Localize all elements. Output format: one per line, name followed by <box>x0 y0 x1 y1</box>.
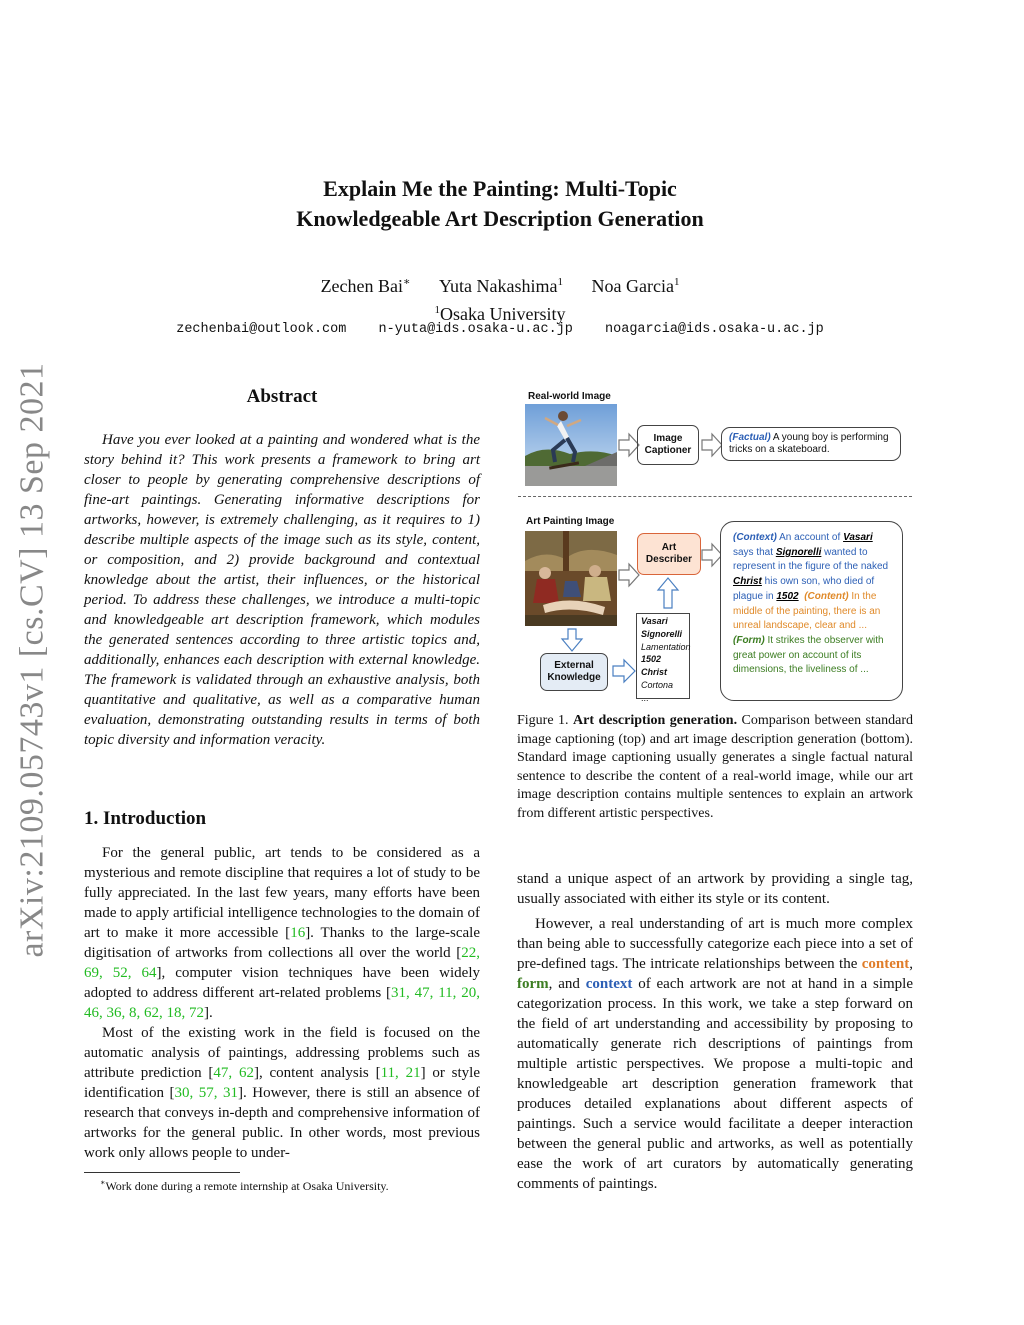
paper-title <box>0 174 1000 234</box>
arxiv-stamp <box>13 362 53 958</box>
keyword: Christ <box>641 667 668 678</box>
external-knowledge-box: External Knowledge <box>540 653 608 691</box>
email: zechenbai@outlook.com <box>176 322 347 337</box>
label-art-painting: Art Painting Image <box>526 516 615 527</box>
footnote-rule <box>84 1172 240 1173</box>
arrow-down-icon <box>560 627 584 653</box>
citation[interactable]: 30, 57, 31 <box>174 1085 238 1101</box>
author: Zechen Bai∗ <box>320 276 411 296</box>
email: noagarcia@ids.osaka-u.ac.jp <box>605 322 824 337</box>
author: Yuta Nakashima$^1$ <box>439 276 563 296</box>
arxiv-id: arXiv:2109.05743v1 [cs.CV] 13 Sep 2021 <box>14 362 51 958</box>
figure-caption: Figure 1. Art description generation. Comparison between standard image captioning (top) and art image description generation (bottom). Standard image captioning usually generates a single factual natural sentence to describe the content of a real-world image, while our art image description contains multiple sentences to explain an artwork from different artistic perspectives. <box>517 713 913 821</box>
real-world-photo <box>525 404 617 486</box>
arrow-up-icon <box>656 576 680 610</box>
citation[interactable]: 11, 21 <box>380 1065 421 1081</box>
image-captioner-box: Image Captioner <box>637 425 699 465</box>
title-line-1: Explain Me the Painting: Multi-Topic <box>323 176 677 201</box>
affiliation: $^1$Osaka University <box>434 304 566 324</box>
intro-paragraph-4: However, a real understanding of art is much more complex than being able to successfully categorize each piece into a set of pre-defined tags. The intricate relationships between the content, form, and context of each artwork are not at hand in a simple categorization process. In this work, we take a step forward on the field of art understanding and accessibility by proposing to automatically generate rich descriptions of paintings from multiple artistic perspectives. We propose a multi-topic and knowledgeable art description generation framework that produces detailed explanations about different aspects of paintings. Such a service would facilitate a deeper interaction between the general public and artworks, as well as potentially ease the work of art curators by automatically generating comments of paintings. <box>517 916 913 1192</box>
arrow-right-icon <box>611 656 637 686</box>
factual-caption: (Factual) A young boy is performing tricks on a skateboard. <box>721 427 901 461</box>
intro-paragraph-1: For the general public, art tends to be considered as a mysterious and remote discipline that requires a lot of study to be fully appreciated. In the last few years, many efforts have been made to apply artificial intelligence technologies to the domain of art to make it more accessible [16]. Thanks to the large-scale digitisation of artworks from collections all over the world [22, 69, 52, 64], computer vision techniques have been widely adopted to address different art-related problems [31, 47, 11, 20, 46, 36, 8, 62, 18, 72]. <box>84 845 481 1021</box>
intro-paragraph-2: Most of the existing work in the field is focused on the automatic analysis of paintings, addressing problems such as attribute prediction [47, 62], content analysis [11, 21] or style identification [30, 57, 31]. However, there is still an absence of research that conveys in-depth and comprehensive information of artworks for the general public. In other words, most previous work only allows people to under- <box>84 1025 481 1161</box>
email: n-yuta@ids.osaka-u.ac.jp <box>378 322 573 337</box>
label-real-world: Real-world Image <box>528 391 611 402</box>
art-painting <box>525 531 617 626</box>
keyword: Signorelli <box>641 628 683 639</box>
keyword-list <box>636 613 691 703</box>
author-block <box>0 270 1000 326</box>
title-line-2: Knowledgeable Art Description Generation <box>296 206 704 231</box>
author-emails <box>0 322 1000 337</box>
keyword-form: form <box>517 976 549 992</box>
keyword: Cortona <box>641 679 674 690</box>
abstract-text: Have you ever looked at a painting and wondered what is the story behind it? This work presents a framework to bring art closer to people by generating comprehensive descriptions of fine-art paintings. Generating informative descriptions for artworks, however, is extremely challenging, as it requires to 1) describe multiple aspects of the image such as its style, content, or composition, and 2) provide background and contextual knowledge about the artist, their influences, or the historical period. To address these challenges, we introduce a multi-topic and knowledgeable art description framework, which modules the generated sentences according to three artistic topics and, additionally, enhances each description with external knowledge. The framework is validated through an exhaustive analysis, both quantitative and qualitative, as well as a comparative human evaluation, demonstrating outstanding results in terms of both topic diversity and information veracity. <box>84 432 480 748</box>
figure-divider <box>518 496 912 497</box>
art-describer-box: Art Describer <box>637 533 701 575</box>
citation[interactable]: 16 <box>290 925 306 941</box>
intro-heading: 1. Introduction <box>84 808 207 829</box>
keyword: ... <box>641 692 649 703</box>
abstract-heading: Abstract <box>246 386 318 407</box>
keyword: 1502 <box>641 654 662 665</box>
citation[interactable]: 31, 47, 11, 20, 46, 36, 8, 62, 18, 72 <box>84 985 480 1021</box>
keyword: Lamentation <box>641 641 691 652</box>
keyword: Vasari <box>641 616 668 626</box>
keyword-context: context <box>585 976 633 992</box>
citation[interactable]: 22, 69, 52, 64 <box>84 945 480 981</box>
intro-paragraph-3: stand a unique aspect of an artwork by providing a single tag, usually associated with either its style or its content. <box>517 871 913 907</box>
author-list <box>0 270 1000 298</box>
citation[interactable]: 47, 62 <box>213 1065 254 1081</box>
footnote: ∗Work done during a remote internship at Osaka University. <box>100 1178 389 1193</box>
art-description: (Context) An account of Vasari says that Signorelli wanted to represent in the figure of the naked Christ his own son, who died of plague in 1502 (Content) In the middle of the painting, there is an unreal landscape, clear and ... (Form) It strikes the observer with great power on account of its dimensions, the liveliness of ... <box>720 521 903 701</box>
keyword-content: content <box>861 956 910 972</box>
author: Noa Garcia$^1$ <box>591 276 680 296</box>
